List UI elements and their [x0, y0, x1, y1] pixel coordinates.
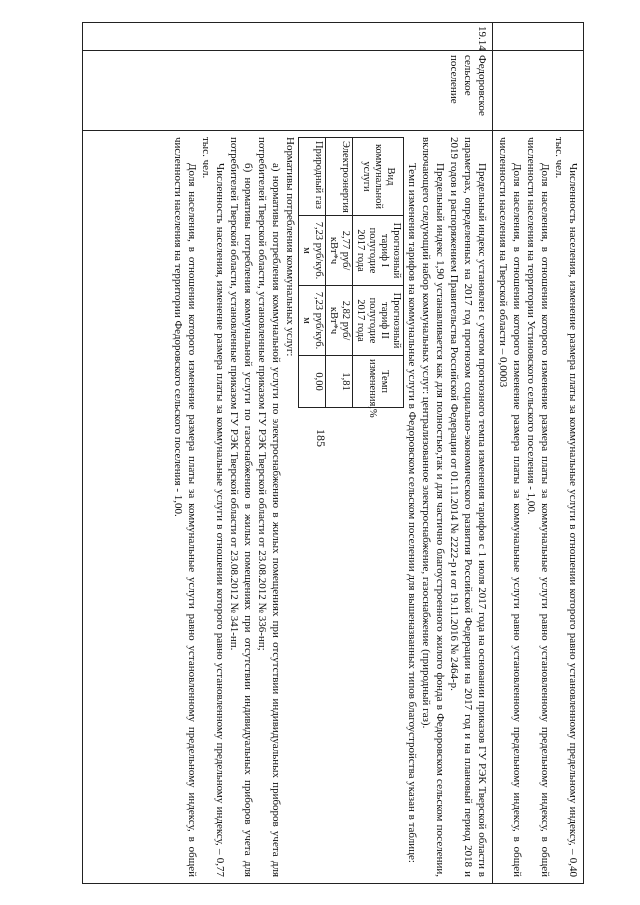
- header-rate: Темп изменения,%: [353, 356, 404, 408]
- number-cell-empty: [493, 23, 584, 51]
- paragraph: Доля населения, в отношении которого изменение размера платы за коммунальные услуги равно установленному предельному индексу, в общей численности населения на Тверской области – 0,0003: [497, 137, 523, 877]
- paragraph: Темп изменения тарифов на коммунальные услуги в Федоровском сельском поселении для вышеназванных типов благоустройства указан в таблице:: [406, 163, 418, 863]
- paragraph: Нормативы потребления коммунальных услуг:: [284, 137, 296, 357]
- settlement-name: Федоровское сельское поселение: [83, 51, 493, 131]
- service-cell: Электроэнергия: [326, 138, 353, 216]
- tariff-h2-cell: 7,23 руб/куб. м: [299, 286, 326, 356]
- tariff-header-row: [353, 138, 404, 408]
- table-row-previous: [493, 23, 584, 884]
- header-service: Вид коммунальной услуги: [353, 138, 404, 216]
- header-tariff-h2: Прогнозный тариф II полугодие 2017 года: [353, 286, 404, 356]
- tariff-table: [298, 137, 404, 418]
- service-cell: Природный газ: [299, 138, 326, 216]
- paragraph: Предельный индекс 1,90 устанавливается как для полностью,так и для частично благоустроенного жилого фонда в Федоровском сельском поселении, включающего следующий набор коммунальных услуг: централизованное электроснабжение, газоснабжение (природный газ).: [420, 137, 446, 877]
- paragraph: б) нормативы потребления коммунальной услуги по газоснабжению в жилых помещениях при отсутствии индивидуальных приборов учета для потребителей Тверской области, установленные приказом ГУ РЭК Тверской области от 23.08.2012 № 341-нп.: [228, 137, 254, 877]
- previous-row-content: [493, 131, 584, 884]
- tariff-h1-cell: 2,77 руб/кВт*ч: [326, 216, 353, 286]
- tariff-row: [299, 138, 326, 408]
- settlement-content: [83, 131, 493, 884]
- row-number: 19.14: [83, 23, 493, 51]
- tariff-h2-cell: 2,82 руб/кВт*ч: [326, 286, 353, 356]
- tariff-row: [326, 138, 353, 408]
- paragraph: Предельный индекс установлен с учетом прогнозного темпа изменения тарифов с 1 июля 2017 года на основании приказов ГУ РЭК Тверской области в параметрах, определенных на 2017 год прогнозом социально-экономического развития Российской Федерации на 2017 год и на плановый период 2018 и 2019 годов и распоряжением Правительства Российской Федерации от 01.11.2014 № 2222-р и от 19.11.2016 № 2464-р.: [448, 137, 488, 877]
- table-row-fedorovskoe: [83, 23, 493, 884]
- rotated-page-content: [82, 22, 584, 884]
- paragraph: Доля населения, в отношении которого изменение размера платы за коммунальные услуги равно установленному предельному индексу, в общей численности населения на территории Устиновского сельского поселения - 1,00.: [525, 137, 551, 877]
- page-number: 185: [314, 429, 328, 447]
- header-tariff-h1: Прогнозный тариф I полугодие 2017 года: [353, 216, 404, 286]
- paragraph: Доля населения, в отношении которого изменение размера платы за коммунальные услуги равно установленному предельному индексу, в общей численности населения на территории Федоровского сельского поселения - 1,00.: [172, 137, 198, 877]
- rate-cell: 0,00: [299, 356, 326, 408]
- tariff-h1-cell: 7,23 руб/куб. м: [299, 216, 326, 286]
- name-cell-empty: [493, 51, 584, 131]
- paragraph: Численность населения, изменение размера платы за коммунальные услуги в отношении которого равно установленному предельному индексу, – 0,40 тыс. чел.: [553, 137, 579, 877]
- paragraph: а) нормативы потребления коммунальной услуги по электроснабжению в жилых помещениях при отсутствии индивидуальных приборов учета для потребителей Тверской области, установленные приказом ГУ РЭК Тверской области от 23.08.2012 № 336-нп;: [256, 137, 282, 877]
- rate-cell: 1,81: [326, 356, 353, 408]
- document-table: [82, 22, 584, 884]
- paragraph: Численность населения, изменение размера платы за коммунальные услуги в отношении которого равно установленному предельному индексу, – 0,77 тыс. чел.: [200, 137, 226, 877]
